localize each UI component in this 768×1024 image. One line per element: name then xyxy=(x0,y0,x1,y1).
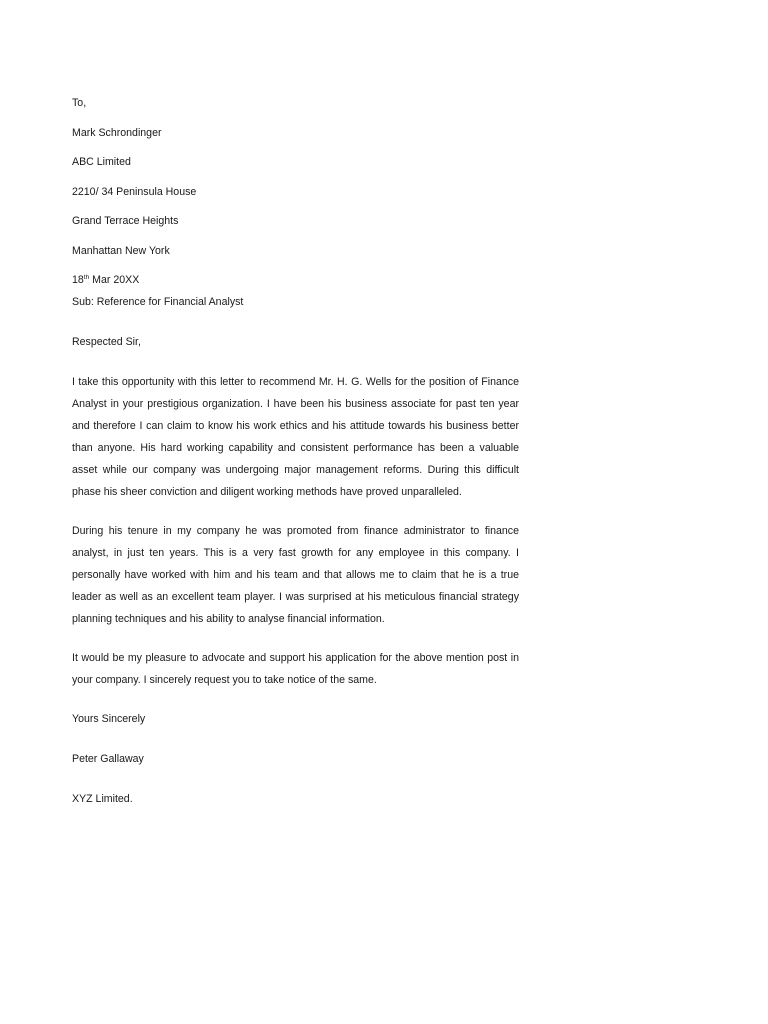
letter-date xyxy=(72,269,519,291)
signer-name: Peter Gallaway xyxy=(72,753,144,765)
salutation: Respected Sir, xyxy=(72,336,141,348)
body-paragraph-1: I take this opportunity with this letter to recommend Mr. H. G. Wells for the position of Finance Analyst in your prestigious organization. I have been his business associate for past ten year and therefore I can claim to know his work ethics and his attitude towards his business better than anyone. His hard working capability and consistent performance has been a valuable asset while our company was undergoing major management reforms. During this difficult phase his sheer conviction and diligent working methods have proved unparalleled. xyxy=(72,376,519,498)
signer-company: XYZ Limited. xyxy=(72,793,133,805)
to-label: To, xyxy=(72,97,87,109)
recipient-company: ABC Limited xyxy=(72,156,131,168)
closing: Yours Sincerely xyxy=(72,713,146,725)
recipient-address-line1: 2210/ 34 Peninsula House xyxy=(72,185,197,198)
date-day: 18 xyxy=(72,274,84,286)
date-rest: Mar 20XX xyxy=(92,274,140,286)
date-suffix: th xyxy=(83,274,90,281)
subject-line: Sub: Reference for Financial Analyst xyxy=(72,296,244,308)
body-paragraph-2: During his tenure in my company he was promoted from finance administrator to finance analyst, in just ten years. This is a very fast growth for any employee in this company. I personally have worked with him and his team and that allows me to claim that he is a true leader as well as an excellent team player. I was surprised at his meticulous financial strategy planning techniques and his ability to analyse financial information. xyxy=(72,525,519,625)
body-paragraph-3: It would be my pleasure to advocate and support his application for the above mention post in your company. I sincerely request you to take notice of the same. xyxy=(72,652,519,686)
recipient-city: Manhattan New York xyxy=(72,244,170,257)
recipient-name: Mark Schrondinger xyxy=(72,126,162,139)
recipient-address-line2: Grand Terrace Heights xyxy=(72,215,179,227)
reference-letter xyxy=(72,92,519,810)
